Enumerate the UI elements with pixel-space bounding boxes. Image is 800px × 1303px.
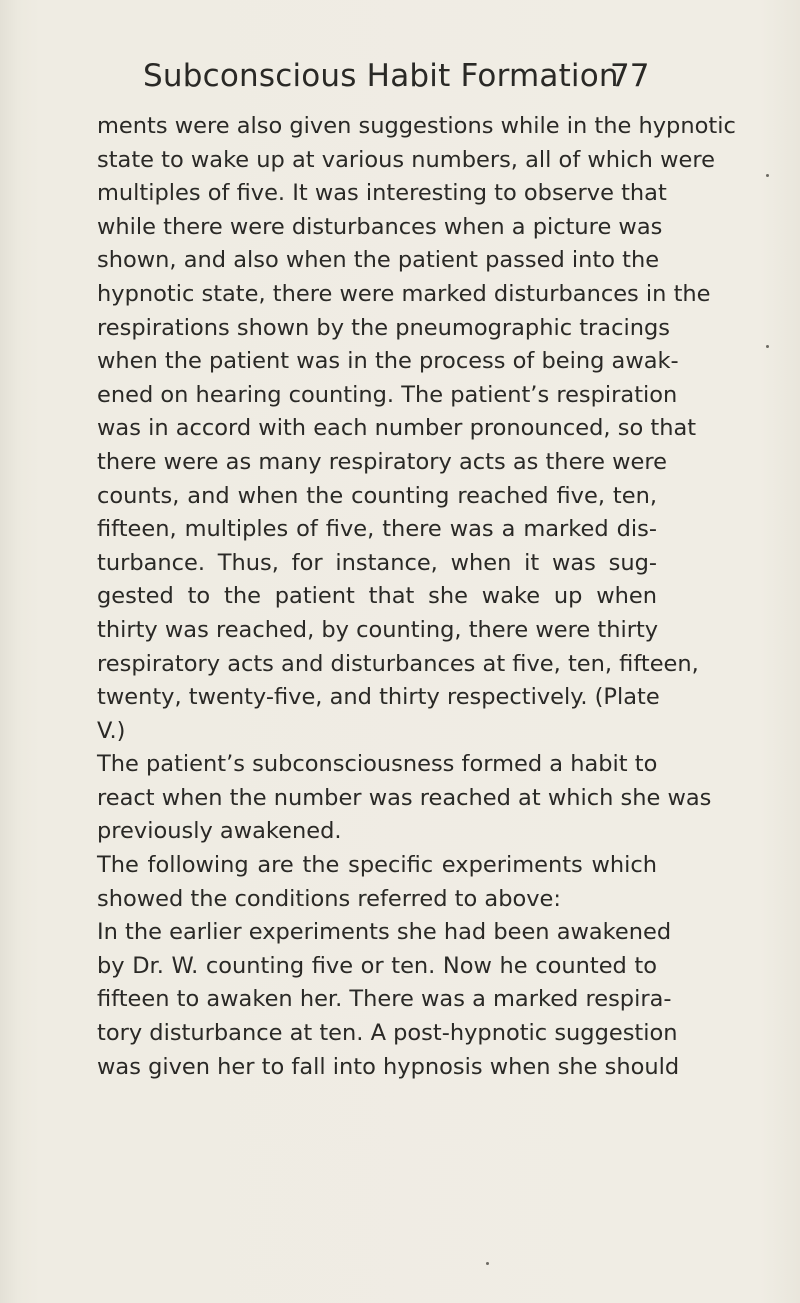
paper-speck — [766, 345, 769, 348]
text-line: ments were also given suggestions while in the hypnotic — [97, 113, 736, 139]
text-line: turbance. Thus, for instance, when it was sug- — [97, 549, 657, 576]
text-line: V.) — [97, 717, 126, 744]
text-line: respiratory acts and disturbances at five, ten, fifteen, — [97, 650, 699, 677]
text-line: respirations shown by the pneumographic tracings — [97, 314, 670, 341]
text-line: state to wake up at various numbers, all of which were — [97, 146, 715, 173]
text-line: tory disturbance at ten. A post-hypnotic suggestion — [97, 1020, 678, 1047]
paper-speck — [766, 174, 769, 177]
text-line: was given her to fall into hypnosis when she should — [97, 1053, 680, 1080]
text-line: shown, and also when the patient passed into the — [97, 247, 660, 274]
text-line: showed the conditions referred to above: — [97, 885, 561, 912]
text-line: previously awakened. — [97, 818, 342, 845]
text-line: multiples of five. It was interesting to observe that — [97, 180, 667, 207]
text-line: The following are the specific experiments which — [97, 852, 657, 879]
paper-speck — [486, 1262, 489, 1265]
text-line: twenty, twenty-five, and thirty respectively. (Plate — [97, 684, 660, 711]
text-line: hypnotic state, there were marked disturbances in the — [97, 280, 711, 307]
text-line: there were as many respiratory acts as there were — [97, 448, 668, 475]
text-line: fifteen to awaken her. There was a marked respira- — [97, 986, 672, 1013]
text-line: while there were disturbances when a picture was — [97, 213, 663, 240]
text-line: was in accord with each number pronounced, so that — [97, 415, 697, 442]
text-line: ened on hearing counting. The patient’s respiration — [97, 381, 678, 408]
text-line: thirty was reached, by counting, there were thirty — [97, 616, 659, 643]
text-line: react when the number was reached at which she was — [97, 784, 712, 811]
text-line: counts, and when the counting reached five, ten, — [97, 482, 657, 509]
body-text — [97, 110, 736, 1084]
text-line: gested to the patient that she wake up when — [97, 583, 657, 610]
text-line: fifteen, multiples of five, there was a marked dis- — [97, 516, 657, 543]
text-line: In the earlier experiments she had been awakened — [97, 919, 672, 946]
page-number: 77 — [610, 58, 650, 94]
text-line: by Dr. W. counting five or ten. Now he counted to — [97, 952, 657, 979]
page-header — [0, 58, 800, 108]
text-line: when the patient was in the process of being awak- — [97, 348, 679, 375]
running-title: Subconscious Habit Formation — [143, 58, 619, 94]
text-line: The patient’s subconsciousness formed a habit to — [97, 751, 658, 778]
